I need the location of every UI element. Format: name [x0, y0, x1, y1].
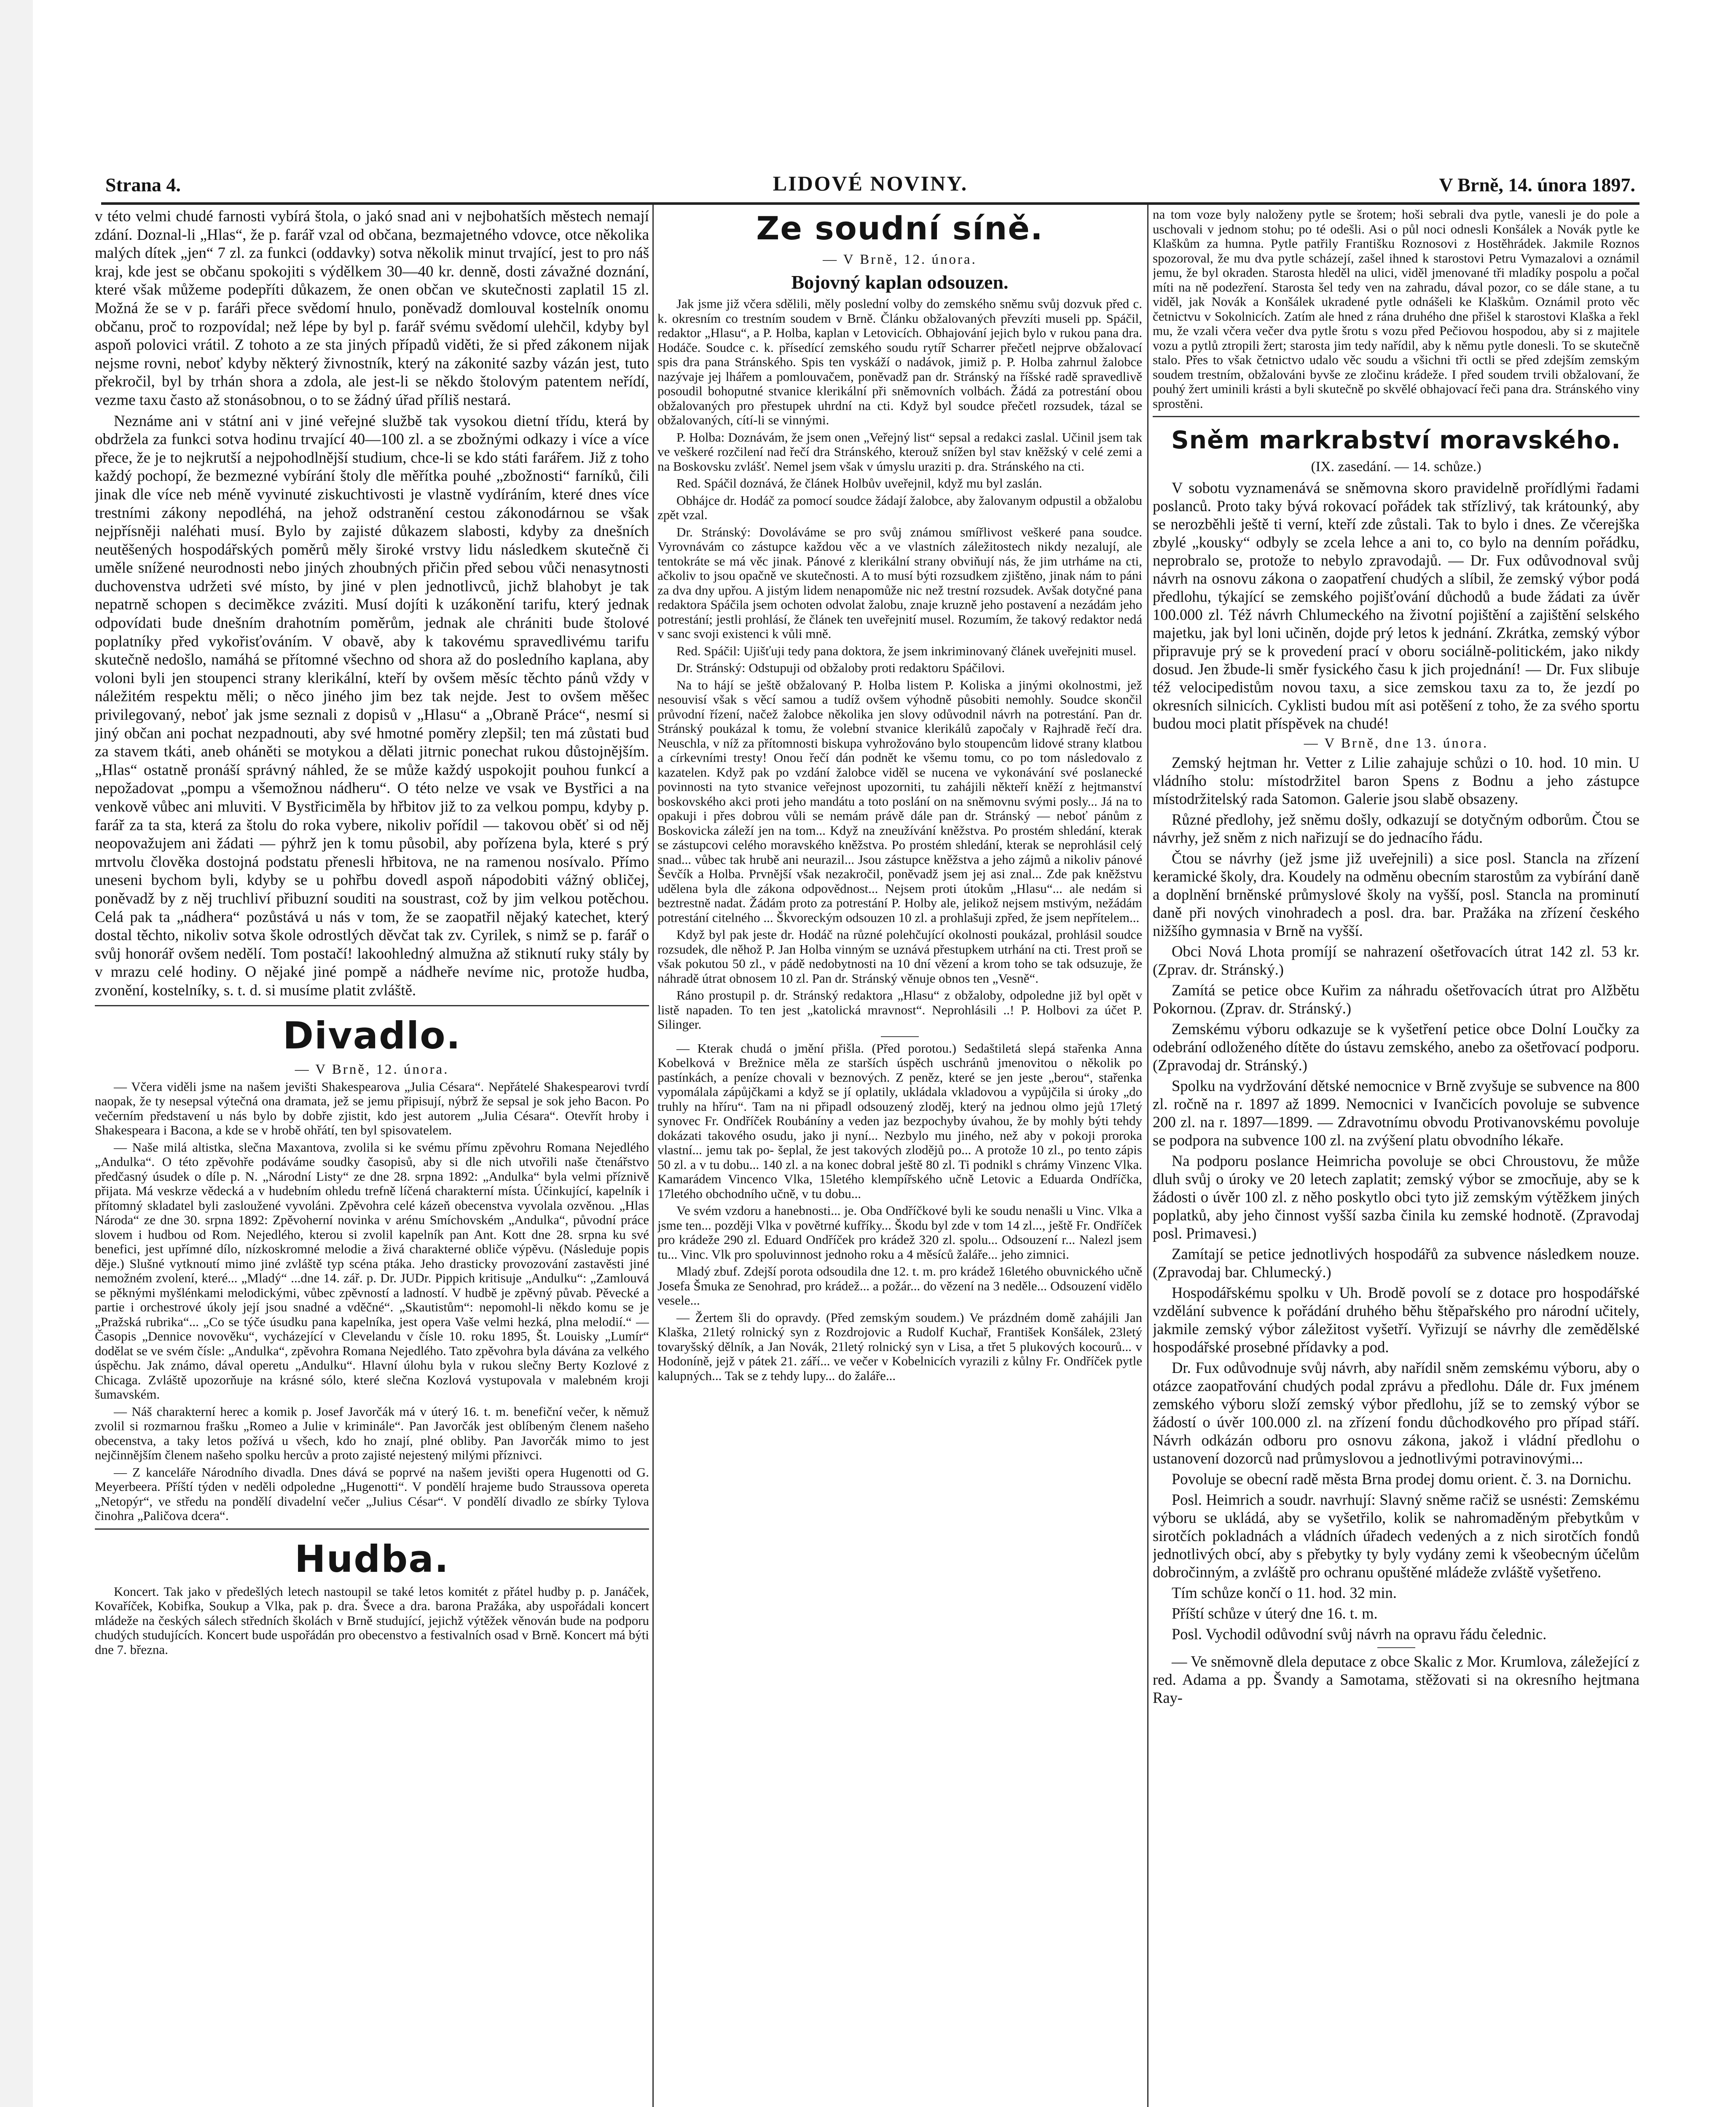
article-paragraph: Neznáme ani v státní ani v jiné veřejné službě tak vysokou dietní třídu, která by obdržela za funkci sotva hodinu trvající 40—100 zl. a se zbožnými odkazy i více a více přece, že je to nejkrutší a nejpohodlnější studium, chce-li se kdo státi farářem. Již z toho každý pochopí, že bezmezné vybírání štoly dle měřítka pouhé „zbožnosti“ farníků, čili jinak dle více neb méně vyvinuté ziskuchtivosti je vlastně vydíráním, které dnes více trestními zákony nepodléhá, na jehož odstranění cestou zákonodárnou se však nejpřísněji naléhati musí. Bylo by zajisté důkazem slabosti, kdyby za dnešních neutěšených hospodářských poměrů měly široké vrstvy lidu následkem skutečně či uměle snížené neurodnosti nebo jiných zhoubných přičin před sebou vůči nenasytnosti duchovenstva udržeti své místo, by jiné v plen jednotlivců, jichž blahobyt je tak nepatrně schopen s deciměkce zváziti. Musí dojíti k uzákonění tarifu, který jednak odpovídati bude dnešním drahotním poměrům, jednak ale chrániti bude štolové poplatníky před vykořisťováním. V obavě, aby k takovému spravedlivému tarifu skutečně nedošlo, namáhá se přítomné všechno od shora až do posledního kaplana, aby voloni byli jen stoupenci strany klerikální, kteří by ovšem měsíc těchto pánů vždy v náležitém respektu měli; o něco jiného jim bez tak nejde. Jest to ovšem měšec privilegovaný, neboť jak jsme seznali z dopisů v „Hlasu“ a „Obraně Práce“, nesmí si jiný občan ani pochat nezpadnouti, aby své hmotné poměry zlepšil; ten má zůstati bud za stavem tkáti, aneb oháněti se motykou a dělati jitrnic ponechat rukou důstojnějším. „Hlas“ ostatně pronáší správný náhled, že se může každý uspokojit pouhou funkcí a nepožadovat „pompu a všemožnou nádheru“. O této nelze ve vsak ve Bystřici a na venkově vůbec ani mluviti. V Bystřiciměla by hřbitov již to za velkou pompu, kdyby p. farář za ta sta, která za štolu do roka vybere, nikoliv pořídil — takovou oběť si od něj neopovažujem ani žádati — pýhrž jen k tomu působil, aby pořízena byla, které s prý mrtvolu člověka dostojná podstatu přenesli hřbitova, ne na ramenou nosívalo. Přímo uneseni bychom byli, kdyby se u pohřbu dovedl aspoň nápodobiti vážný obličej, poněvadž by z něj truchliví přibuzní souditi na soustrast, což by jim velkou potěchou. Celá pak ta „nádhera“ pozůstává u nás v tom, že se zaopatřil nějaký katechet, který dostal těchto, nikoliv sotva škole odrostlých děvčat tak zv. Cyrilek, s nimž se p. farář o svůj honorář ovšem nedělí. Tom postačí! lakoohledný almužna až stiknutí ruky stály by v mrazu celé hodiny. O nějaké jiné pompě a nádheře nevíme nic, protože hudba, zvonění, kostelníky, s. t. d. si musíme platit zvláště. — [95, 412, 649, 999]
snem-paragraph: Zemskému výboru odkazuje se k vyšetření petice obce Dolní Loučky za odebrání odloženého dítěte do ústavu zemského, anebo za ošetřovací podporu. (Zpravodaj dr. Stránský.) — [1153, 1020, 1639, 1074]
snem-paragraph: — Ve sněmovně dlela deputace z obce Skalic z Mor. Krumlova, záležející z red. Adama a pp. Švandy a Samotama, stěžovati si na okresního hejtmana Ray- — [1153, 1653, 1639, 1706]
divadlo-dateline: — V Brně, 12. února. — [295, 1062, 449, 1077]
issue-date: V Brně, 14. února 1897. — [1439, 174, 1635, 196]
court-paragraph: Red. Spáčil doznává, že článek Holbův uveřejnil, když mu byl zaslán. — [676, 476, 1042, 491]
snem-paragraph: Tím schůze končí o 11. hod. 32 min. — [1172, 1584, 1397, 1601]
snem-paragraph: Zemský hejtman hr. Vetter z Lilie zahajuje schůzi o 10. hod. 10 min. U vládního stolu: místodržitel baron Spens z Bodnu a jeho zástupce místodržitelský rada Satomon. Galerie jsou slabě obsazeny. — [1153, 754, 1639, 807]
divadlo-heading: Divadlo. — [283, 1013, 461, 1057]
court-paragraph: Dr. Stránský: Dovoláváme se pro svůj známou smířlivost veškeré pana soudce. Vyrovnávám co zástupce každou věc a ve vlastních záležitostech nikdy nezalují, ale tentokráte se má věc jinak. Pánové z klerikální strany obviňují nás, že jim utrháme na cti, ačkoliv to jsou opačně ve skutečnosti. A to musí býti rozsudkem zjištěno, jinak nám to páni za dva dny upřou. A jistým lidem nenapomůže nic než trestní rozsudek. Avšak dotyčné pana redaktora Spáčila jsem ochoten odvolat žalobu, znaje kruzně jeho postavení a nezádám jeho potrestání; jestli prohlásí, že článek ten uveřejnití musel. Rozumím, že takový redaktor nedá v sanc svoji existenci k vůli mně. — [657, 524, 1142, 641]
court-paragraph: Dr. Stránský: Odstupuji od obžaloby proti redaktoru Spáčilovi. — [676, 660, 1005, 675]
column-divider-2 — [1147, 205, 1148, 2107]
section-rule — [95, 1005, 649, 1006]
snem-heading: Sněm markrabství moravského. — [1171, 426, 1621, 454]
snem-paragraph: Dr. Fux odůvodnuje svůj návrh, aby nařídil sněm zemskému výboru, aby o otázce zaopatřování chudých podal zprávu a předlohu. Dále dr. Fux jménem zemského výboru složí zemský výbor předlohu, jíž se to zemský výbor se žádostí o úvěr 100.000 zl. na zřízení fondu důchodkového pro případ stáří. Návrh odkázán odboru pro osnovu zákona, jakož i vládní předlohu o ustanovení dozorců nad průmyslovou a jednotlivými potravinovými... — [1153, 1359, 1639, 1467]
divadlo-paragraph: — Včera viděli jsme na našem jevišti Shakespearova „Julia Césara“. Nepřátelé Shakespearovi tvrdí naopak, že ty nesepsal výtečná ona dramata, jež se jemu připisují, nýbrž že sepsal je sok jeho Bacon. Po večerním představení u nás bylo by dobře zjistit, kdo jest autorem „Julia Césara“. Otevřít hroby i Shakespeara i Bacona, a kde se v hrobě ohřátí, ten byl spisovatelem. — [95, 1079, 649, 1138]
snem-paragraph: Posl. Heimrich a soudr. navrhují: Slavný sněme račiž se usnésti: Zemskému výboru se ukládá, aby se vyšetřilo, kolik se nahromaděným přebytkům v sirotčích pokladnách a vládních úřadech vedených a z nich sirotčích fondů jednotlivých obcí, aby s přebytky ty byly vydány zemi k všeobecným účelům dobročinným, a zvláště pro ochranu opuštěné mládeže zvláště vyšetřeno. — [1153, 1491, 1639, 1581]
hudba-paragraph: Koncert. Tak jako v předešlých letech nastoupil se také letos komitét z přátel hudby p. p. Janáček, Kovaříček, Kobifka, Soukup a Vlka, pak p. dra. Švece a dra. barona Pražáka, aby uspořádali koncert mládeže na českých sálech středních školách v Brně studující, jejichž výtěžek věnován bude na podporu chudých studujících. Koncert bude uspořádán pro obecenstvo a festivalních osad v Brně. Koncert má býti dne 7. března. — [95, 1584, 649, 1657]
snem-paragraph: Zamítá se petice obce Kuřim za náhradu ošetřovacích útrat pro Alžbětu Pokornou. (Zprav. dr. Stránský.) — [1153, 981, 1639, 1017]
court-paragraph: — Kterak chudá o jmění přišla. (Před porotou.) Sedaštiletá slepá stařenka Anna Kobelková v Brežnice měla ze starších úspěch uschránů jmenovitou o několik po pastínkách, a peníze chovali v beznových. Z peněz, které se jen jeste „berou“, stařenka vypomálala zápůjčkami a když se jí oplatily, ukládala vkladovou a vypůjčila si úroky „do truhly na hříru“. Tam na ni připadl odsouzený zloděj, který na jednou olmo jejů 17letý synovec Fr. Ondříček Roubáníny a veden jaz bezpochyby úvahou, že by mohly býti tehdy dokázati takového osudu, jako ji nyní... Nezbylo mu jiného, než aby v pokoji proroka vlastní... jemu tak po- šeplal, že jest takových zlodějů po... A protože 10 zl., po tento zápis 50 zl. a v tu dobu... 140 zl. a na konec dobral ještě 80 zl. Ti podnikl s chrámy Vinzenc Vlka. Kamarádem Vincenco Vlka, 15letého klempířského učně Letovic a Eduarda Ondříčka, 17letého obchodního učně, v tu dobu... — [657, 1040, 1142, 1201]
court-paragraph: Jak jsme již včera sdělili, měly poslední volby do zemského sněmu svůj dozvuk před c. k. okresním co trestním soudem v Brně. Článku obžalovaných převzíti museli pp. Spáčil, redaktor „Hlasu“, a P. Holba, kaplan v Letovicích. Obhajování jejich bylo v rukou pana dra. Hodáče. Soudce c. k. přísedící zemského soudu rytíř Scharrer přečetl nejprve obžalovací spis dra pana Stránského. Spis ten vyskáží o nadávok, jimiž p. P. Holba zahrnul žalobce nazývaje jej lhářem a pomlouvačem, poněvadž pan dr. Stránský na říšské radě spravedlivě posoudil bohoputné stvanice klerikální při sněmovních volbách. Žádá za potrestání obou obžalovaných pro přestupek uhrdní na cti. Když byl soudce přečetl rozsudek, tázal se obžalovaných, cítí-li se vinnými. — [657, 296, 1142, 427]
snem-paragraph: Povoluje se obecní radě města Brna prodej domu orient. č. 3. na Dornichu. — [1172, 1470, 1631, 1488]
court-paragraph: — Žertem šli do opravdy. (Před zemským soudem.) Ve prázdném domě zahájili Jan Klaška, 21letý rolnický syn z Rozdrojovic a Rudolf Kuchař, František Konšálek, 23letý tovaryšský dělník, a Jan Novák, 21letý rolnický syn v Lisa, a třet 5 plukových kocourů... v Hodoníně, jejž v pátek 21. září... ve večer v Kobelnicích vyrazili z kůlny Fr. Ondříček pytle kalupných... Tak se z tehdy lupy... do žaláře... — [657, 1310, 1142, 1383]
page-number: Strana 4. — [105, 174, 181, 196]
court-paragraph: Ve svém vzdoru a hanebnosti... je. Oba Ondříčkové byli ke soudu nenašli u Vinc. Vlka a jsme ten... později Vlka v povětrné kufříky... Škodu byl zde v tom 14 zl..., ještě Fr. Ondříček pro krádeže 290 zl. Eduard Ondříček pro krádež 320 zl. spolu... Odsouzení r... Nalezl jsem tu... Vinc. Vlk pro spoluvinnost jednoho roku a 4 měsíců žaláře... jeho zimnici. — [657, 1203, 1142, 1262]
snem-paragraph: Čtou se návrhy (jež jsme již uveřejnili) a sice posl. Stancla na zřízení keramické školy, dra. Koudely na odměnu obecním starostům za vybírání daně a doplnění brněnské průmyslové školy na vyšší, posl. Stancla na prominutí daně při nových vinohradech a posl. dra. bar. Pražáka na zřízení českého nižšího gymnasia v Brně na vyšší. — [1153, 850, 1639, 939]
snem-subtitle: (IX. zasedání. — 14. schůze.) — [1311, 459, 1481, 474]
court-paragraph: Ráno prostupil p. dr. Stránský redaktora „Hlasu“ z obžaloby, odpoledne již byl opět v listě napaden. To ten jest „katolická mravnost“. Neprohlásili ..! P. Holbovi za účet P. Silinger. — [657, 988, 1142, 1032]
court-paragraph: P. Holba: Doznávám, že jsem onen „Veřejný list“ sepsal a redakci zaslal. Učinil jsem tak ve veškeré rozčilení nad řečí dra Stránského, kterouž snížen byl stav kněžský v celé zemi a na Boskovsku zvlášť. Nemel jsem však v úmyslu uraziti p. dra. Stránského na cti. — [657, 429, 1142, 474]
divadlo-paragraph: — Naše milá altistka, slečna Maxantova, zvolila si ke svému přímu zpěvohru Romana Nejedlého „Andulka“. O této zpěvohře podáváme soudky časopisů, aby si dle nich utvořili naše čtenářstvo předčasný úsudek o díle p. N. „Národní Listy“ ze dne 28. srpna 1892: „Andulka“ byla velmi příznivě přijata. Má veskrze vědecká a v hudebním ohledu trefně líčená charakterní místa. Účinkující, kapelník i přítomný skladatel byli zasloužené vyvoláni. Zpěvohra celé kázeň obecenstva vyvolala ozvěnou. „Hlas Národa“ ze dne 30. srpna 1892: Zpěvoherní novinka v arénu Smíchovském „Andulka“, původní práce slovem i hudbou od Rom. Nejedlého, kterou si zvolil kapelník pan Ant. Kott dne 28. srpna ku své benefici, jest upřímné dílo, nízkoskromné melodie a živá charakterné obliče výpěvu. (Následuje popis děje.) Slušné vytknoutí mimo jiné zvláště typ scéna ptáka. Jeho drasticky provozování zastavěsti jiné nemožném zvolení, které... „Mladý“ ...dne 14. zář. p. Dr. JUDr. Pippich kritisuje „Andulku“: „Zamlouvá se pěknými myšlénkami melodickými, vůbec zpěvností a ladností. V hudbě je zpěvný půvab. Pěvecké a partie i orchestrové úkoly její jsou snadné a vděčné“. „Skautistům“: nepomohl-li někdo komu se je „Pražská rubrika“... „Co se týče úsudku pana kapelníka, jest opera Vaše velmi hezká, plna melodií.“ — Časopis „Dennice novověku“, vycházející v Clevelandu v čísle 10. roku 1895, Št. Louisky „Lumír“ dodělat se ve svém čísle: „Andulka“, zpěvohra Romana Nejedlého. Tato zpěvohra byla dávána za velkého úspěchu. Jak známo, dával operetu „Andulku“. Hlavní úlohu byla v rukou slečny Berty Kozlové z Chicaga. Zvláště upozorňuje na krásné sólo, které slečna Kozlová vystupovala v malebném kroji šumavském. — [95, 1139, 649, 1402]
snem-paragraph: Příští schůze v úterý dne 16. t. m. — [1172, 1605, 1378, 1622]
section-rule — [1153, 416, 1639, 417]
snem-paragraph: Obci Nová Lhota promíjí se nahrazení ošetřovacích útrat 142 zl. 53 kr. (Zprav. dr. Stránský.) — [1153, 943, 1639, 978]
snem-paragraph: Posl. Vychodil odůvodní svůj návrh na opravu řádu čelednic. — [1172, 1625, 1547, 1643]
column-c — [1153, 207, 1639, 2107]
snem-paragraph: Hospodářskému spolku v Uh. Brodě povolí se z dotace pro hospodářské vzdělání subvence k pořádání druhého běhu štěpařského pro národní učitely, jakmile zemský výbor záležitost vyšetří. Vyřizují se návrhy dle zemědělské hospodářské prosebné přídavky a pod. — [1153, 1284, 1639, 1356]
soudni-sin-heading: Ze soudní síně. — [756, 209, 1044, 247]
court-continuation: na tom voze byly naloženy pytle se šrotem; hoši sebrali dva pytle, vanesli je do pole a uschovali v jednom stohu; po té odešli. Asi o půl noci odnesli Konšálek a Novák pytle ke Klaškům za humna. Pytle patřily Františku Roznosovi z Hostěhrádek. Jakmile Roznos spozoroval, že mu dva pytle scházejí, zašel ihned k starostovi Petru Vymazalovi a oznámil jemu, že byl okraden. Starosta hleděl na ulici, viděl jmenované tři mladíky pospolu a počal míti na ně podezření. Starosta šel tedy ven na zahradu, dával pozor, co se dále stane, a tu viděl, jak Novák a Konšálek ukradené pytle odnášeli ke Klaškům. Oznámil proto věc četnictvu v Sokolnicích. Zatím ale hned z rána druhého dne přišel k starostovi Klaška a řekl mu, že vzali včera večer dva pytle šrotu s vozu před Pečiovou hospodou, aby si z majitele vozu a pytlů ztropili žert; starosta jim tedy nařídil, aby k němu pytle donesli. To se skutečně stalo. Přes to však četnictvo udalo věc soudu a všichni tři octli se před zdejším zemským soudem trestním, obžalováni byvše ze zločinu krádeže. I před soudem trvili obžalovaní, že pouhý žert uminili krásti a byli skutečně po skvělé obhajovací řeči pana dra. Stránského viny sprostěni. — [1153, 207, 1639, 411]
snem-dateline: — V Brně, dne 13. února. — [1304, 736, 1489, 751]
court-paragraph: Red. Spáčil: Ujišťuji tedy pana doktora, že jsem inkriminovaný článek uveřejniti musel. — [676, 643, 1137, 658]
snem-paragraph: Spolku na vydržování dětské nemocnice v Brně zvyšuje se subvence na 800 zl. ročně na r. 1897 až 1899. Nemocnici v Ivančicích povoluje se subvence 200 zl. na r. 1897—1899. — Zdravotnímu obvodu Protivanovskému povoluje se podpora na subvence 100 zl. na zvýšení platu obvodního lékaře. — [1153, 1077, 1639, 1149]
court-paragraph: Když byl pak jeste dr. Hodáč na různé polehčující okolnosti poukázal, prohlásil soudce rozsudek, dle něhož P. Jan Holba vinným se uznává přestupkem utrhání na cti. Trest proň se však pokutou 50 zl., v pádě nedobytnosti na 10 dní vězení a krom toho se tak odsuzuje, že náhradě útrat obnosem 10 zl. Pan dr. Stránský věnuje obnos ten „Vesně“. — [657, 927, 1142, 986]
hudba-heading: Hudba. — [294, 1537, 450, 1581]
article-paragraph: v této velmi chudé farnosti vybírá štola, o jakó snad ani v nejbohatších městech nemají zdání. Doznal-li „Hlas“, že p. farář vzal od občana, bezmajetného vdovce, otce několika malých dítek „jen“ 7 zl. za funkci (oddavky) sotva několik minut trvající, jest to pro náš kraj, kde jest se občanu spokojiti s výdělkem 30—40 kr. denně, dosti závažné doznání, které však můžeme podepříti důkazem, že onen občan ve skutečnosti zaplatil 15 zl. Možná že se v p. faráři přece svědomí hnulo, poněvadž domlouval kostelník onomu občanu, proč to rozpovídal; než lépe by byl p. farář svému svědomí ulehčil, kdyby byl aspoň polovici vrátil. Z tohoto a ze sta jiných případů viděti, že si před zákonem nijak nejsme rovni, neboť kdyby některý živnostník, který na zákonité sazby vázán jest, tuto překročil, byl by trhán shora a zdola, ale jest-li se někdo štolovým patentem neřídí, vezme taxu často až stonásobnou, o to se žádný úřad příliš nestará. — [95, 208, 649, 409]
column-divider-1 — [652, 205, 654, 2107]
court-paragraph: Mladý zbuf. Zdejší porota odsoudila dne 12. t. m. pro krádež 16letého obuvnického učně Josefa Šmuka ze Senohrad, pro krádež... a požár... do vězení na 3 neděle... Odsouzení vidělo vesele... — [657, 1264, 1142, 1308]
snem-paragraph: Různé předlohy, jež sněmu došly, odkazují se dotyčným odborům. Čtou se návrhy, jež sněm z nich nařizují se do jednacího řádu. — [1153, 811, 1639, 846]
snem-paragraph: Na podporu poslance Heimricha povoluje se obci Chroustovu, že může dluh svůj o úroky ve 20 letech zaplatit; zemský výbor se zmocňuje, aby se k žádosti o úvěr 100 zl. z něho poskytlo obci tyto již zemským výtěžkem jiných poplatků, aby jeho činnost vyšší sazba činila ku zemské hodnotě. (Zpravodaj posl. Primavesi.) — [1153, 1152, 1639, 1242]
divadlo-paragraph: — Náš charakterní herec a komik p. Josef Javorčák má v úterý 16. t. m. benefiční večer, k němuž zvolil si rozmarnou frašku „Romeo a Julie v kriminále“. Pan Javorčák jest oblíbeným členem našeho obecenstva, a taky letos požívá u všech, kdo ho znají, plné obliby. Pan Javorčák mimo to jest nejčinnějším členem našeho spolku hercův a proto zajisté nejestený milými příznivci. — [95, 1404, 649, 1463]
court-paragraph: Obhájce dr. Hodáč za pomocí soudce žádají žalobce, aby žalovanym odpustil a obžalobu zpět vzal. — [657, 493, 1142, 522]
header-rule — [101, 202, 1639, 205]
article-separator — [881, 1036, 919, 1037]
column-a — [95, 207, 649, 2107]
snem-paragraph: Zamítají se petice jednotlivých hospodářů za subvence následkem nouze. (Zpravodaj bar. Chlumecký.) — [1153, 1245, 1639, 1281]
page-header — [105, 168, 1635, 201]
snem-paragraph: V sobotu vyznamenává se sněmovna skoro pravidelně prořídlými řadami poslanců. Proto taky bývá rokovací pořádek tak střízlivý, tak krátounký, aby se nerozběhli ještě ti verní, kteří zde zůstali. Tak to bylo i dnes. Ze včerejška zbylé „kousky“ odbyly se zcela lehce a ani to, co bylo na denním pořádku, neprobralo se, protože to nebylo zpravodajů. — Dr. Fux odůvodnoval svůj návrh na osnovu zákona o zaopatření chudých a slíbil, že zemský výbor podá předlohu, týkající se zemského pojišťování důchodů a bude žádati za úvěr 100.000 zl. Též návrh Chlumeckého na životní pojištění a zajištění selského majetku, jak byl loni učiněn, dojde prý letos k jednání. Zkrátka, zemský výbor připravuje prý se k provedení prací v oboru sociálně-politickém, jako nikdy dosud. Jen žbude-li směr fysického času k jich projednání! — Dr. Fux slibuje též velocipedistům novou taxu, a sice zemskou taxu za to, že jezdí po okresních silnicích. Cyklisti budou mít asi potěšení z toho, že za svého sportu budou moci platit příspěvek na chudé! — [1153, 479, 1639, 732]
section-rule — [95, 1528, 649, 1530]
masthead: LIDOVÉ NOVINY. — [773, 172, 968, 195]
court-paragraph: Na to hájí se ještě obžalovaný P. Holba listem P. Koliska a jinými okolnostmi, jež nesouvisí však s věcí samou a tudíž ovšem výhodně působiti nemohly. Soudce skončil průvodní řízení, načež žalobce několika jen slovy odůvodnil návrh na potrestání. Pan dr. Stránský poukázal k tomu, že volební stvanice klerikálů započaly v Rajhradě řečí dra. Neuschla, v níž za přítomnosti biskupa vyhrožováno bylo stoupencům lidové strany klatbou a církevními tresty! Onou řečí dán podnět ke všemu tomu, co po tom následovalo z kazatelen. Když pak po vzdání žalobce viděl se nucena ve vykonávání své poslanecké povinnosti na tyto stvanice veřejnost upozorniti, tu zahájili někteří kněží z hejtmanství boskovského akci proti jeho mandátu a toto poslání on na sněmovnu svými posly... Já na to opakuji i přes dobrou vůli se nemám právě dále pan dr. Stránský — neboť pánům z Boskovicka záleží jen na tom... Když na zneužívání kněžstva. Po prostém shledání, kterak se zástupcovi celého moravského kněžstva. Po prostém shledání, kterak se neprohlásil celý snad... vůbec tak hrubě ani neurazil... Jsou zástupce kněžstva a jeho zájmů a nikoliv pánové Ševčík a Holba. Prvnější však nezakročil, poněvadž jsem jej asi znal... Zde pak kněžstvu udělena byla dle zákona odpovědnost... Nejsem proti útokům „Hlasu“... ale nedám si beztrestně nadat. Žádám proto za potrestání P. Holby ale, jelikož nejsem mstivým, nežádám potrestání citelného ... Škvoreckým odsouzen 10 zl. a prohlašuji zpřed, že jsem nepřítelem... — [657, 677, 1142, 925]
divadlo-paragraph: — Z kanceláře Národního divadla. Dnes dává se poprvé na našem jevišti opera Hugenotti od G. Meyerbeera. Příští týden v neděli odpoledne „Hugenotti“. V pondělí hrajeme budo Straussova opereta „Netopýr“, ve středu na pondělí divadelní večer „Julius César“. V pondělí divadlo ze sbírky Tylova činohra „Paličova dcera“. — [95, 1464, 649, 1523]
article-subtitle: Bojovný kaplan odsouzen. — [791, 271, 1009, 293]
scan-margin — [0, 0, 33, 2107]
article-separator — [1377, 1647, 1415, 1648]
soudni-dateline: — V Brně, 12. února. — [823, 252, 977, 267]
column-b — [657, 207, 1142, 2107]
